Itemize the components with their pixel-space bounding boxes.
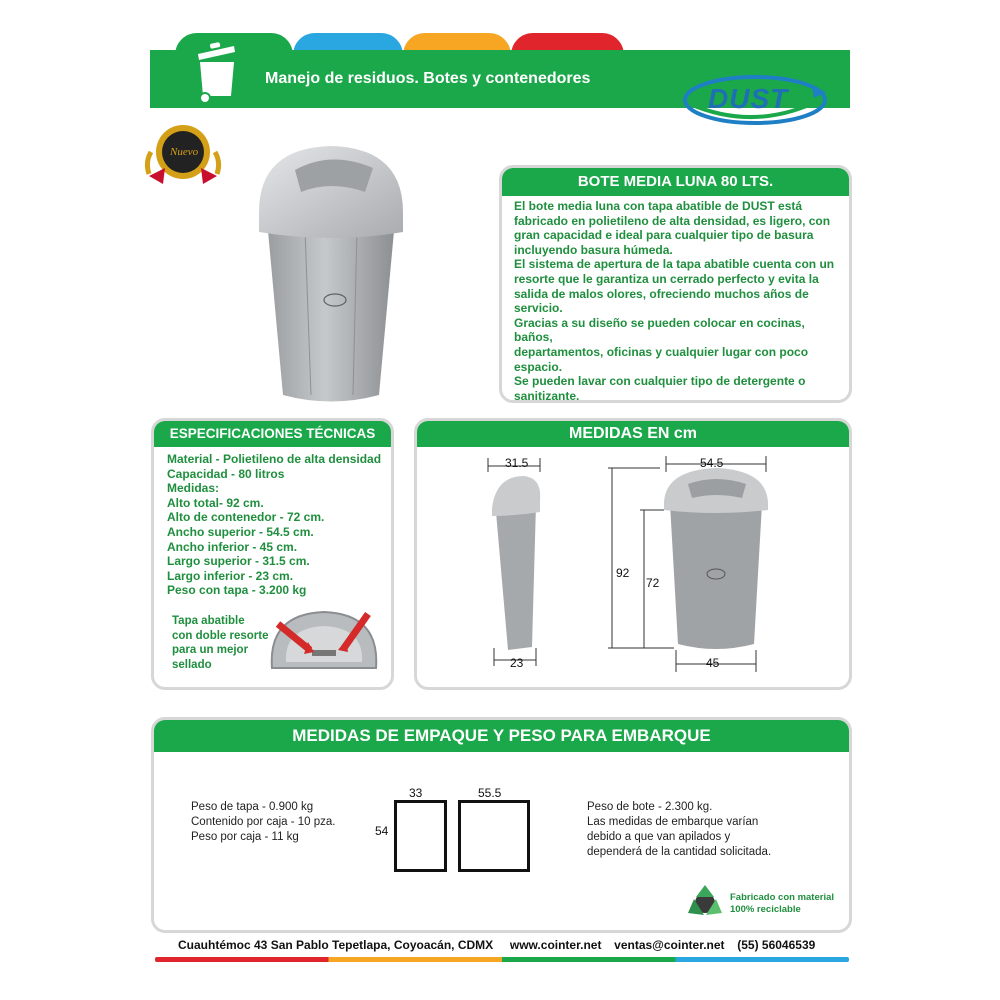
specs-list xyxy=(167,452,381,598)
lid-note-line: sellado xyxy=(172,658,212,671)
container-height-dim: 72 xyxy=(646,576,660,590)
badge-text: Nuevo xyxy=(170,146,199,158)
product-title: BOTE MEDIA LUNA 80 LTS. xyxy=(502,168,849,196)
side-bottom-dim: 23 xyxy=(510,656,524,670)
desc-line: servicio. xyxy=(514,301,563,316)
dust-logo xyxy=(680,70,830,126)
packing-title: MEDIDAS DE EMPAQUE Y PESO PARA EMBARQUE xyxy=(154,720,849,752)
box-2 xyxy=(458,800,530,872)
desc-line: resorte que le garantiza un cerrado perfecto y evita la xyxy=(514,271,819,286)
lid-note-line: con doble resorte xyxy=(172,629,269,642)
packing-line: Peso de tapa - 0.900 kg xyxy=(191,801,314,813)
footer-web[interactable]: www.cointer.net xyxy=(509,938,602,952)
packing-line: Contenido por caja - 10 pza. xyxy=(191,816,336,828)
spec-line: Largo superior - 31.5 cm. xyxy=(167,554,310,569)
packing-line: debido a que van apilados y xyxy=(587,831,731,843)
measures-diagram xyxy=(480,452,780,674)
packing-line: Peso por caja - 11 kg xyxy=(191,831,299,843)
spec-line: Largo inferior - 23 cm. xyxy=(167,568,294,583)
spec-line: Material - Polietileno de alta densidad xyxy=(167,452,382,466)
packing-right-text xyxy=(587,800,771,860)
desc-line: fabricado en polietileno de alta densidad, es ligero, con xyxy=(514,213,831,228)
footer-contact xyxy=(178,938,815,952)
front-top-dim: 54.5 xyxy=(700,456,724,470)
recycle-icon xyxy=(684,883,726,923)
desc-line: salida de malos olores, ofreciendo muchos años de xyxy=(514,286,809,301)
desc-line: gran capacidad e ideal para cualquier tipo de basura xyxy=(514,228,814,243)
desc-line: incluyendo basura húmeda. xyxy=(514,242,673,257)
spec-line: Capacidad - 80 litros xyxy=(167,466,285,481)
side-top-dim: 31.5 xyxy=(505,456,529,470)
packing-line: dependerá de la cantidad solicitada. xyxy=(587,846,772,858)
desc-line: Gracias a su diseño se pueden colocar en cocinas, baños, xyxy=(514,315,805,345)
spec-line: Alto de contenedor - 72 cm. xyxy=(167,510,325,525)
desc-line: El sistema de apertura de la tapa abatible cuenta con un xyxy=(514,257,835,272)
desc-line: Se pueden lavar con cualquier tipo de detergente o xyxy=(514,374,806,389)
recycle-line: Fabricado con material xyxy=(730,892,835,903)
desc-line: sanitizante. xyxy=(514,388,580,403)
lid-detail-image xyxy=(264,606,384,680)
header-title: Manejo de residuos. Botes y contenedores xyxy=(265,70,591,87)
spec-line: Ancho inferior - 45 cm. xyxy=(167,539,298,554)
lid-note-line: Tapa abatible xyxy=(172,615,245,627)
box-height-label: 54 xyxy=(375,824,389,838)
lid-note xyxy=(172,614,269,672)
trash-bin-icon xyxy=(190,40,240,106)
desc-line: El bote media luna con tapa abatible de DUST está xyxy=(514,199,803,213)
spec-line: Alto total- 92 cm. xyxy=(167,495,264,510)
footer-email[interactable]: ventas@cointer.net xyxy=(614,938,725,952)
lid-note-line: para un mejor xyxy=(172,644,249,656)
box1-width-label: 33 xyxy=(409,786,423,800)
footer-phone: (55) 56046539 xyxy=(737,938,816,952)
product-description xyxy=(514,199,844,403)
box2-width-label: 55.5 xyxy=(478,786,502,800)
desc-line: espacio. xyxy=(514,359,563,374)
footer-stripe xyxy=(155,957,849,962)
recycle-text xyxy=(730,892,834,916)
spec-line: Medidas: xyxy=(167,481,220,496)
spec-line: Peso con tapa - 3.200 kg xyxy=(167,583,307,598)
total-height-dim: 92 xyxy=(616,566,630,580)
specs-title: ESPECIFICACIONES TÉCNICAS xyxy=(154,421,391,447)
packing-line: Peso de bote - 2.300 kg. xyxy=(587,801,713,813)
packing-line: Las medidas de embarque varían xyxy=(587,816,759,828)
box-1 xyxy=(394,800,447,872)
spec-line: Ancho superior - 54.5 cm. xyxy=(167,524,314,539)
desc-line: departamentos, oficinas y cualquier lugar con poco xyxy=(514,344,809,359)
product-image xyxy=(245,140,415,410)
packing-left-text xyxy=(191,800,335,845)
brand-name: DUST xyxy=(708,83,789,114)
recycle-line: 100% reciclable xyxy=(730,904,801,915)
measures-title: MEDIDAS EN cm xyxy=(417,421,849,447)
footer-address: Cuauhtémoc 43 San Pablo Tepetlapa, Coyoacán, CDMX xyxy=(178,938,494,952)
nuevo-badge xyxy=(143,122,223,190)
front-bottom-dim: 45 xyxy=(706,656,720,670)
